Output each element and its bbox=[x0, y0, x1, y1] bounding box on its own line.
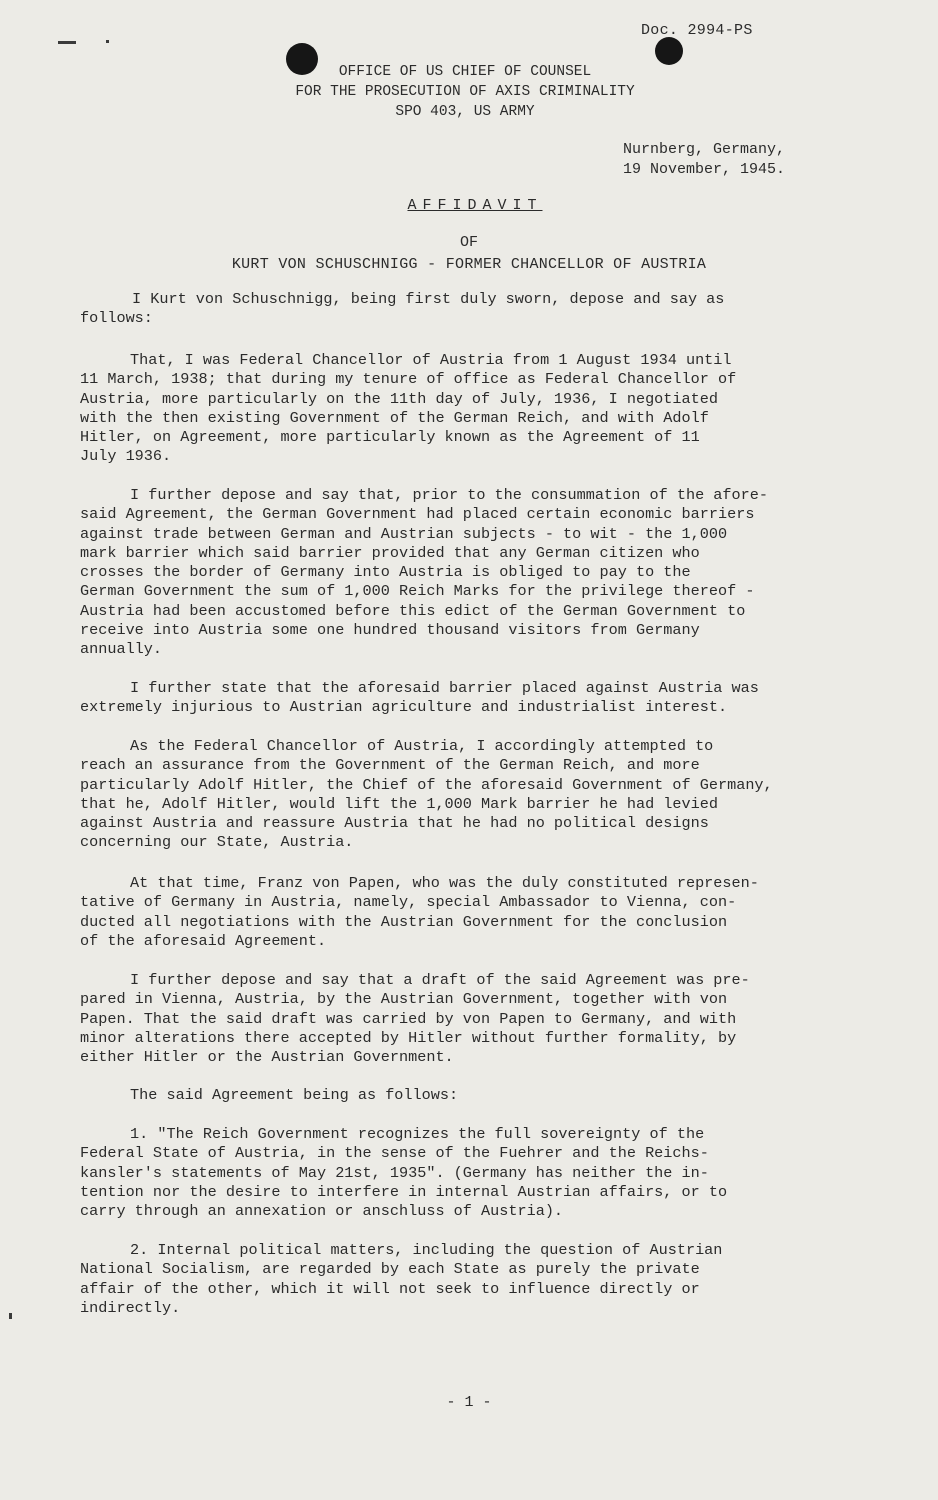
paragraph-2 bbox=[80, 351, 820, 467]
text-line: pared in Vienna, Austria, by the Austrian Government, together with von bbox=[80, 990, 728, 1009]
text-line: I further state that the aforesaid barrier placed against Austria was bbox=[130, 679, 759, 697]
margin-mark bbox=[106, 40, 109, 43]
text-line: reach an assurance from the Government of the German Reich, and more bbox=[80, 756, 700, 775]
text-line: against Austria and reassure Austria that he had no political designs bbox=[80, 814, 709, 833]
text-line: German Government the sum of 1,000 Reich Marks for the privilege thereof - bbox=[80, 582, 755, 601]
document-number: Doc. 2994-PS bbox=[641, 22, 753, 39]
text-line: Federal State of Austria, in the sense of the Fuehrer and the Reichs- bbox=[80, 1144, 709, 1163]
page-number: - 1 - bbox=[446, 1394, 492, 1411]
text-line: Austria had been accustomed before this edict of the German Government to bbox=[80, 601, 746, 620]
text-line: crosses the border of Germany into Austria is obliged to pay to the bbox=[80, 563, 691, 582]
text-line: Papen. That the said draft was carried by von Papen to Germany, and with bbox=[80, 1009, 737, 1028]
agreement-item-1 bbox=[80, 1125, 820, 1221]
text-line: The said Agreement being as follows: bbox=[130, 1086, 459, 1104]
text-line: follows: bbox=[80, 309, 153, 328]
text-line: against trade between German and Austrian subjects - to wit - the 1,000 bbox=[80, 524, 728, 543]
text-line: 1. "The Reich Government recognizes the full sovereignty of the bbox=[130, 1125, 705, 1143]
margin-mark bbox=[58, 41, 76, 44]
text-line: mark barrier which said barrier provided that any German citizen who bbox=[80, 543, 700, 562]
office-line-1: OFFICE OF US CHIEF OF COUNSEL bbox=[338, 64, 592, 80]
paragraph-3 bbox=[80, 486, 820, 660]
affidavit-subject: KURT VON SCHUSCHNIGG - FORMER CHANCELLOR OF AUSTRIA bbox=[231, 256, 707, 273]
text-line: either Hitler or the Austrian Government. bbox=[80, 1048, 454, 1067]
text-line: concerning our State, Austria. bbox=[80, 833, 354, 852]
text-line: with the then existing Government of the German Reich, and with Adolf bbox=[80, 408, 709, 427]
text-line: extremely injurious to Austrian agriculture and industrialist interest. bbox=[80, 698, 728, 717]
paragraph-6 bbox=[80, 874, 820, 951]
text-line: kansler's statements of May 21st, 1935". (Germany has neither the in- bbox=[80, 1163, 709, 1182]
text-line: affair of the other, which it will not seek to influence directly or bbox=[80, 1279, 700, 1298]
text-line: As the Federal Chancellor of Austria, I accordingly attempted to bbox=[130, 737, 714, 755]
agreement-item-2 bbox=[80, 1241, 820, 1318]
text-line: At that time, Franz von Papen, who was the duly constituted represen- bbox=[130, 874, 759, 892]
place-city: Nurnberg, Germany, bbox=[623, 141, 786, 158]
text-line: I further depose and say that, prior to the consummation of the afore- bbox=[130, 486, 768, 504]
margin-mark bbox=[9, 1313, 12, 1319]
text-line: I further depose and say that a draft of the said Agreement was pre- bbox=[130, 971, 750, 989]
paragraph-4 bbox=[80, 679, 820, 718]
paragraph-1 bbox=[80, 290, 820, 329]
text-line: indirectly. bbox=[80, 1298, 181, 1317]
text-line: minor alterations there accepted by Hitler without further formality, by bbox=[80, 1028, 737, 1047]
text-line: carry through an annexation or anschluss of Austria). bbox=[80, 1202, 564, 1221]
office-line-3: SPO 403, US ARMY bbox=[395, 104, 535, 120]
text-line: tative of Germany in Austria, namely, special Ambassador to Vienna, con- bbox=[80, 893, 737, 912]
text-line: ducted all negotiations with the Austrian Government for the conclusion bbox=[80, 912, 728, 931]
text-line: July 1936. bbox=[80, 447, 172, 466]
text-line: That, I was Federal Chancellor of Austria from 1 August 1934 until bbox=[130, 351, 732, 369]
text-line: of the aforesaid Agreement. bbox=[80, 931, 327, 950]
text-line: 11 March, 1938; that during my tenure of office as Federal Chancellor of bbox=[80, 370, 737, 389]
place-date-block bbox=[623, 140, 785, 179]
document-title: AFFIDAVIT bbox=[407, 197, 543, 214]
text-line: 2. Internal political matters, including the question of Austrian bbox=[130, 1241, 723, 1259]
office-line-2: FOR THE PROSECUTION OF AXIS CRIMINALITY bbox=[295, 84, 635, 100]
text-line: annually. bbox=[80, 640, 163, 659]
office-header bbox=[250, 62, 680, 122]
text-line: I Kurt von Schuschnigg, being first duly sworn, depose and say as bbox=[132, 290, 725, 308]
text-line: Austria, more particularly on the 11th day of July, 1936, I negotiated bbox=[80, 389, 718, 408]
document-date: 19 November, 1945. bbox=[623, 160, 786, 178]
text-line: Hitler, on Agreement, more particularly known as the Agreement of 11 bbox=[80, 428, 700, 447]
text-line: that he, Adolf Hitler, would lift the 1,000 Mark barrier he had levied bbox=[80, 794, 718, 813]
text-line: said Agreement, the German Government had placed certain economic barriers bbox=[80, 505, 755, 524]
paragraph-5 bbox=[80, 737, 820, 853]
title-of: OF bbox=[459, 234, 478, 251]
paragraph-8 bbox=[80, 1086, 820, 1105]
text-line: receive into Austria some one hundred thousand visitors from Germany bbox=[80, 621, 700, 640]
text-line: particularly Adolf Hitler, the Chief of the aforesaid Government of Germany, bbox=[80, 775, 773, 794]
text-line: tention nor the desire to interfere in internal Austrian affairs, or to bbox=[80, 1182, 728, 1201]
punch-hole-right bbox=[655, 37, 683, 65]
text-line: National Socialism, are regarded by each State as purely the private bbox=[80, 1260, 700, 1279]
paragraph-7 bbox=[80, 971, 820, 1067]
